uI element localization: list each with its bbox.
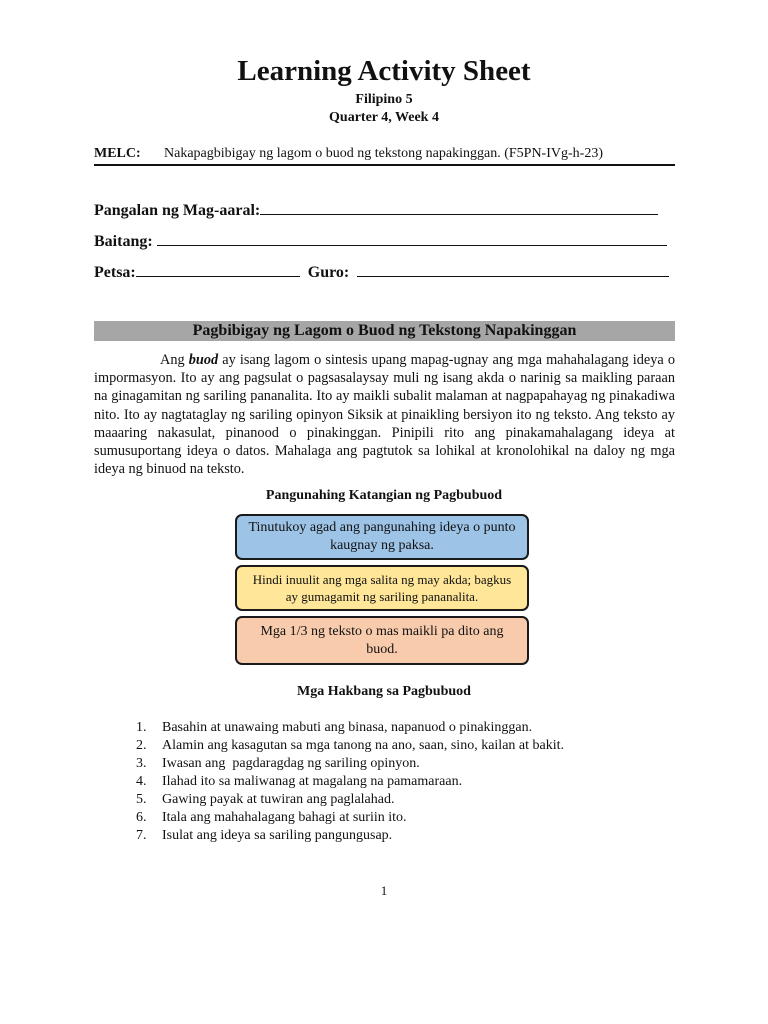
step-item bbox=[136, 773, 564, 791]
paragraph-lead: Ang bbox=[160, 352, 189, 368]
step-text: Itala ang mahahalagang bahagi at suriin ito. bbox=[162, 810, 407, 825]
step-number: 5. bbox=[136, 792, 147, 807]
step-number: 2. bbox=[136, 738, 147, 753]
grade-blank[interactable] bbox=[157, 230, 667, 246]
step-text: Alamin ang kasagutan sa mga tanong na ano, saan, sino, kailan at bakit. bbox=[162, 738, 565, 753]
term-buod: buod bbox=[188, 352, 219, 368]
step-number: 6. bbox=[136, 810, 147, 825]
page-number: 1 bbox=[380, 883, 388, 898]
steps-list bbox=[136, 719, 564, 845]
step-item bbox=[136, 719, 564, 737]
step-number: 3. bbox=[136, 756, 147, 771]
grade-field bbox=[94, 230, 667, 251]
step-number: 1. bbox=[136, 720, 147, 735]
characteristic-box-1: Tinutukoy agad ang pangunahing ideya o punto kaugnay ng paksa. bbox=[235, 514, 529, 560]
step-item bbox=[136, 809, 564, 827]
intro-paragraph bbox=[94, 351, 675, 478]
teacher-label: Guro: bbox=[307, 264, 350, 281]
melc-label: MELC: bbox=[94, 146, 141, 161]
step-text: Isulat ang ideya sa sariling pangungusap. bbox=[162, 828, 393, 843]
grade-label: Baitang: bbox=[94, 233, 153, 250]
student-name-blank[interactable] bbox=[260, 199, 658, 215]
characteristics-heading: Pangunahing Katangian ng Pagbubuod bbox=[265, 488, 503, 503]
student-name-label: Pangalan ng Mag-aaral: bbox=[94, 202, 261, 219]
step-text: Gawing payak at tuwiran ang paglalahad. bbox=[162, 792, 395, 807]
quarter-week-label: Quarter 4, Week 4 bbox=[329, 110, 439, 125]
melc-text: Nakapagbibigay ng lagom o buod ng tekstong napakinggan. (F5PN-IVg-h-23) bbox=[164, 146, 603, 161]
document-title: Learning Activity Sheet bbox=[237, 55, 531, 87]
paragraph-body: ay isang lagom o sintesis upang mapag-ugnay ang mga mahahalagang ideya o impormasyon. Ito ay ang pagsulat o pagsasalaysay muli ng isang akda o narinig sa maikling paraan na ginagamitan ng sariling pananalita. Ito ay maikli subalit malaman at nagpapahayag ng pinakadiwa nito. Ito ay nagtataglay ng sariling opinyon Siksik at pinaikling bersiyon ito ng teksto. Ang teksto ay maaaring nakasulat, pinanood o pinakinggan. Pinipili rito ang pinakamahalagang ideya at sumusuportang ideya o datos. Mahalaga ang pagtutok sa lohikal at kronolohikal na daloy ng mga ideya ng binuod na teksto. bbox=[94, 352, 675, 478]
step-item bbox=[136, 827, 564, 845]
characteristic-box-3: Mga 1/3 ng teksto o mas maikli pa dito ang buod. bbox=[235, 616, 529, 665]
step-text: Iwasan ang pagdaragdag ng sariling opinyon. bbox=[162, 756, 420, 771]
step-text: Basahin at unawaing mabuti ang binasa, napanuod o pinakinggan. bbox=[162, 720, 533, 735]
step-item bbox=[136, 737, 564, 755]
student-name-field bbox=[94, 199, 658, 220]
step-item bbox=[136, 755, 564, 773]
melc-divider bbox=[94, 164, 675, 166]
date-blank[interactable] bbox=[136, 261, 300, 277]
characteristic-box-2: Hindi inuulit ang mga salita ng may akda; bagkus ay gumagamit ng sariling pananalita. bbox=[235, 565, 529, 611]
section-banner: Pagbibigay ng Lagom o Buod ng Tekstong Napakinggan bbox=[94, 321, 675, 341]
step-number: 4. bbox=[136, 774, 147, 789]
melc-line bbox=[94, 146, 675, 162]
teacher-blank[interactable] bbox=[357, 261, 669, 277]
step-item bbox=[136, 791, 564, 809]
step-text: Ilahad ito sa maliwanag at magalang na pamamaraan. bbox=[162, 774, 463, 789]
date-teacher-field bbox=[94, 261, 669, 282]
steps-heading: Mga Hakbang sa Pagbubuod bbox=[297, 684, 471, 699]
subject-label: Filipino 5 bbox=[355, 92, 413, 107]
date-label: Petsa: bbox=[94, 264, 136, 281]
step-number: 7. bbox=[136, 828, 147, 843]
